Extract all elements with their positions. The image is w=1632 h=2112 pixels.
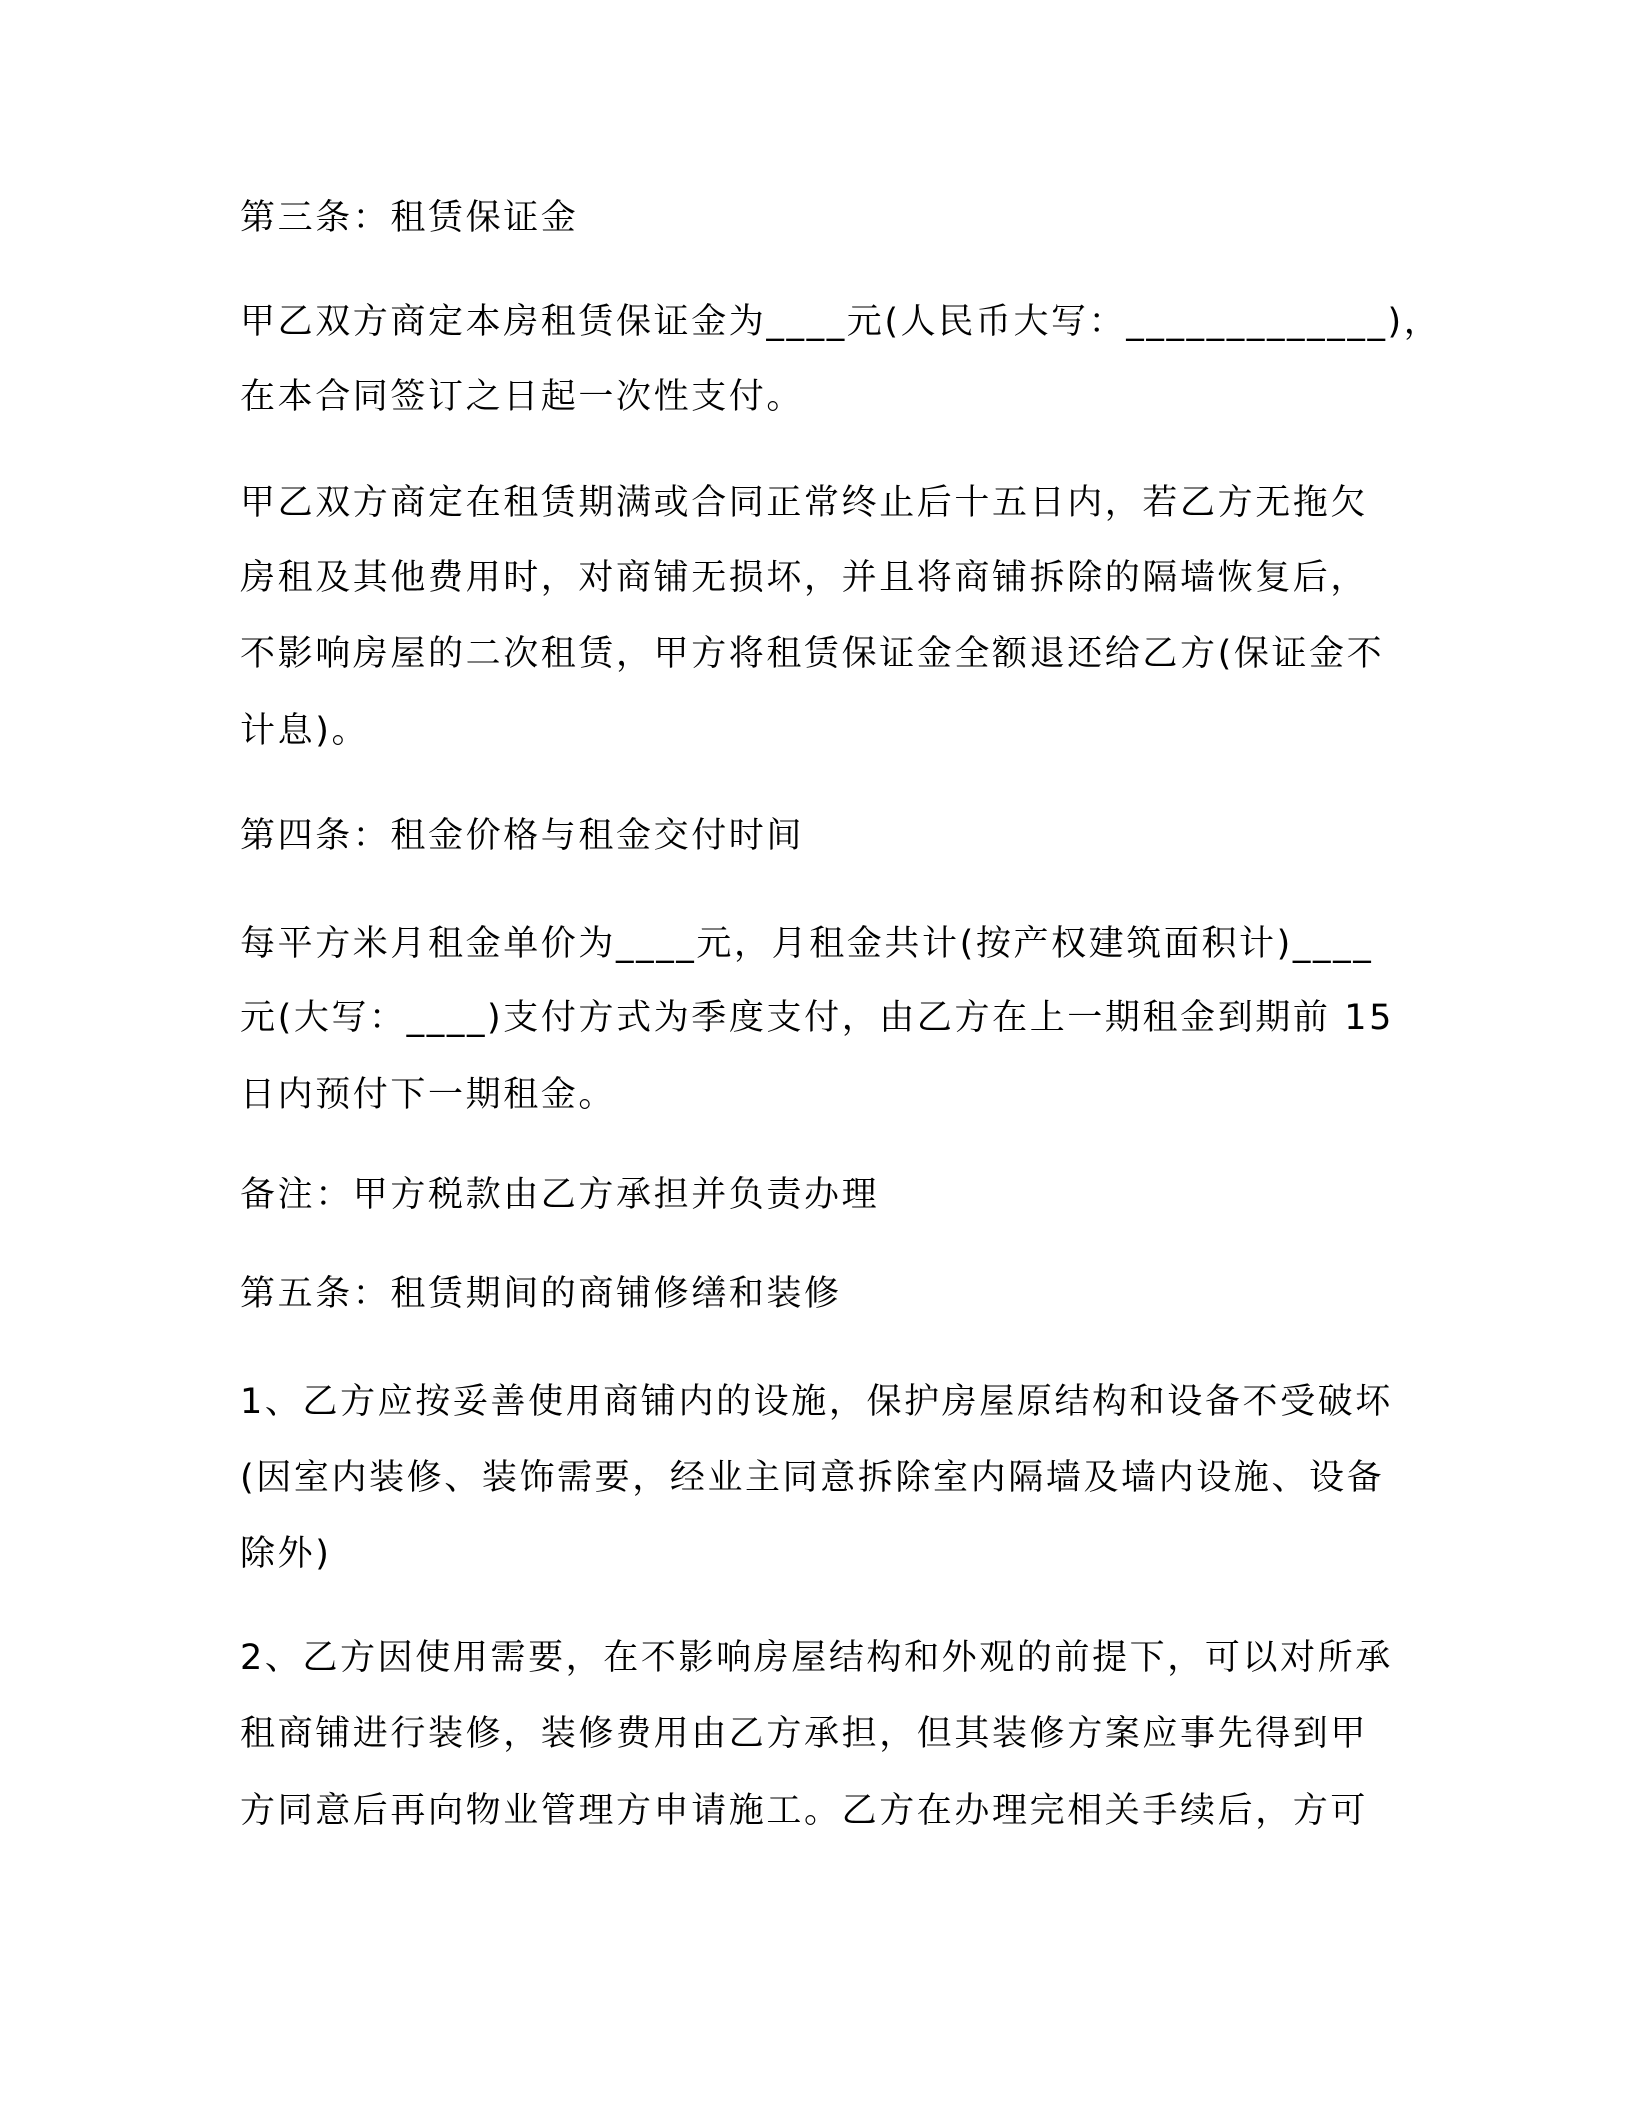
paragraph-line: 房租及其他费用时，对商铺无损坏，并且将商铺拆除的隔墙恢复后， [240,558,1369,598]
paragraph-line: 每平方米月租金单价为____元，月租金共计(按产权建筑面积计)____ [240,924,1374,964]
section-heading-article-4: 第四条：租金价格与租金交付时间 [240,816,805,856]
paragraph-line: 在本合同签订之日起一次性支付。 [240,377,805,417]
paragraph-line: 甲乙双方商定本房租赁保证金为____元(人民币大写：_____________)， [240,302,1442,342]
paragraph-line: 日内预付下一期租金。 [240,1075,617,1115]
paragraph-line: (因室内装修、装饰需要，经业主同意拆除室内隔墙及墙内设施、设备 [240,1458,1385,1498]
paragraph-line: 方同意后再向物业管理方申请施工。乙方在办理完相关手续后，方可 [240,1791,1369,1831]
section-heading-article-3: 第三条：租赁保证金 [240,198,579,238]
paragraph-line: 计息)。 [240,711,370,751]
note-line: 备注：甲方税款由乙方承担并负责办理 [240,1175,880,1215]
paragraph-line: 1、乙方应按妥善使用商铺内的设施，保护房屋原结构和设备不受破坏 [240,1382,1393,1422]
paragraph-line: 除外) [240,1534,332,1574]
paragraph-line: 甲乙双方商定在租赁期满或合同正常终止后十五日内，若乙方无拖欠 [240,483,1369,523]
paragraph-line: 租商铺进行装修，装修费用由乙方承担，但其装修方案应事先得到甲 [240,1714,1369,1754]
paragraph-line: 不影响房屋的二次租赁，甲方将租赁保证金全额退还给乙方(保证金不 [240,634,1385,674]
paragraph-line: 元(大写：____)支付方式为季度支付，由乙方在上一期租金到期前 15 [240,998,1394,1038]
section-heading-article-5: 第五条：租赁期间的商铺修缮和装修 [240,1274,842,1314]
paragraph-line: 2、乙方因使用需要，在不影响房屋结构和外观的前提下，可以对所承 [240,1638,1393,1678]
